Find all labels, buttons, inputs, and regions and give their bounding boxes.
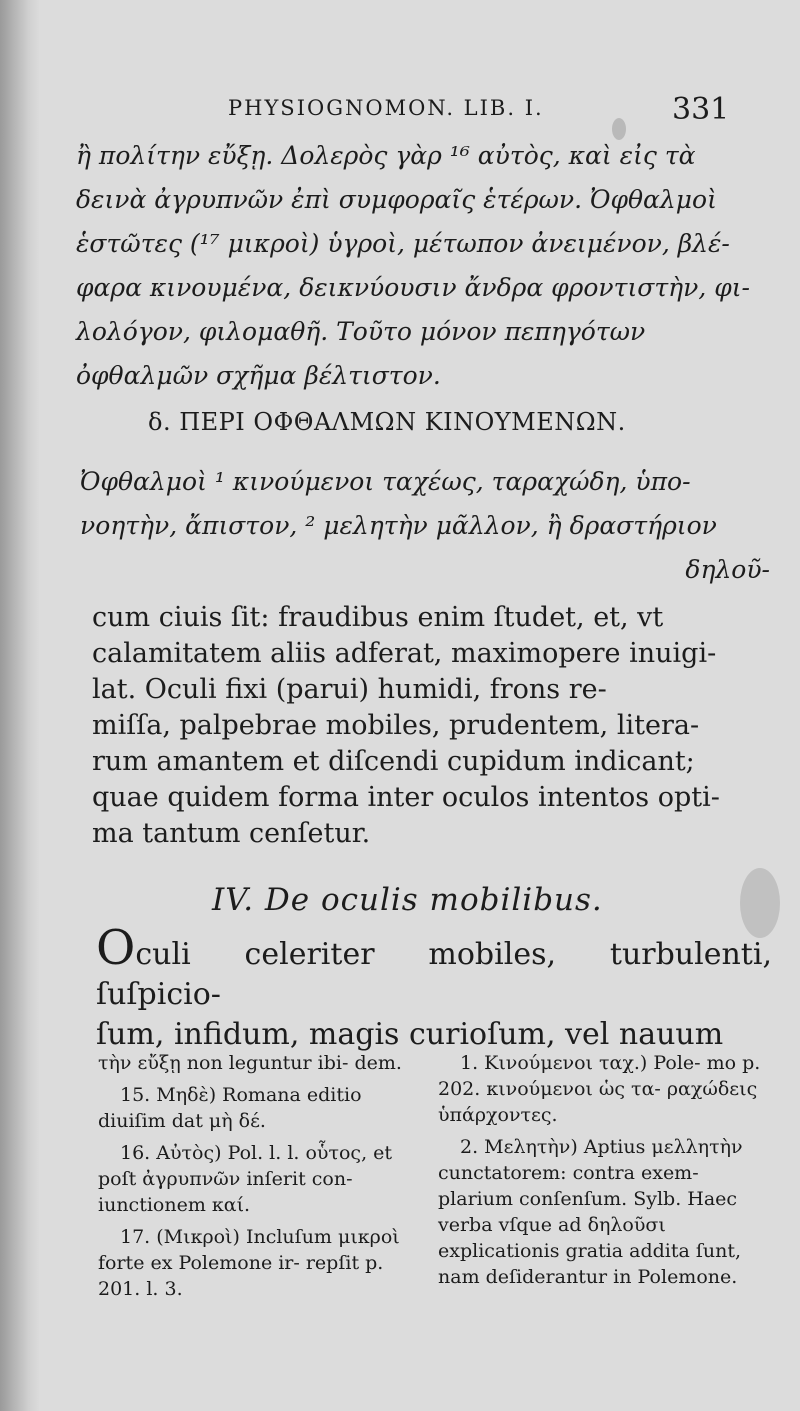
running-title: PHYSIOGNOMON. LIB. I. <box>228 96 544 120</box>
page-number: 331 <box>672 92 730 127</box>
latin-line: cum ciuis ſit: fraudibus enim ſtudet, et, vt <box>92 602 664 633</box>
latin-line <box>96 920 772 1015</box>
footnotes-right-column <box>438 1050 774 1296</box>
greek-text-block-2 <box>80 460 770 592</box>
footnote: 17. (Μικροὶ) Incluſum μικροὶ forte ex Polemone ir- repſit p. 201. l. 3. <box>98 1226 400 1300</box>
latin-line: lat. Oculi fixi (parui) humidi, frons re- <box>92 674 607 705</box>
footnote: 2. Μελητὴν) Aptius μελλητὴν cunctatorem: contra exem- plarium conſenſum. Sylb. Haec verba vſque ad δηλοῦσι explicationis gratia addita ſunt, nam deſiderantur in Polemone. <box>438 1136 743 1288</box>
footnote: 1. Κινούμενοι ταχ.) Pole- mo p. 202. κινούμενοι ὡς τα- ραχώδεις ὑπάρχοντες. <box>438 1052 761 1126</box>
footnote: 15. Μηδὲ) Romana editio diuiſim dat μὴ δέ. <box>98 1084 362 1132</box>
greek-line: ὀφθαλμῶν σχῆμα βέλτιστον. <box>76 361 441 390</box>
latin-line: quae quidem forma inter oculos intentos opti- <box>92 782 720 813</box>
greek-text-block-1 <box>76 134 776 398</box>
greek-line: νοητὴν, ἄπιστον, ² μελητὴν μᾶλλον, ἢ δραστήριον <box>80 511 717 540</box>
footnote: τὴν εὔξῃ non leguntur ibi- dem. <box>98 1052 402 1074</box>
greek-line: δεινὰ ἀγρυπνῶν ἐπὶ συμφοραῖς ἑτέρων. Ὀφθαλμοὶ <box>76 185 717 214</box>
greek-line: λολόγον, φιλομαθῆ. Τοῦτο μόνον πεπηγότων <box>76 317 646 346</box>
drop-cap: O <box>96 920 136 976</box>
page-gutter-shadow <box>0 0 40 1411</box>
latin-line: ſum, infidum, magis curioſum, vel nauum <box>96 1017 724 1052</box>
greek-line: φαρα κινουμένα, δεικνύουσιν ἄνδρα φροντιστὴν, φι- <box>76 273 750 302</box>
page-header <box>0 92 800 132</box>
latin-line: ma tantum cenſetur. <box>92 818 371 849</box>
greek-line: δηλοῦ- <box>685 555 770 584</box>
latin-line: calamitatem aliis adferat, maximopere inuigi- <box>92 638 717 669</box>
footnote: 16. Αὐτὸς) Pol. l. l. οὗτος, et poſt ἀγρυπνῶν inſerit con- iunctionem καί. <box>98 1142 393 1216</box>
latin-text-block-1 <box>92 600 770 852</box>
greek-line: ἑστῶτες (¹⁷ μικροὶ) ὑγροὶ, μέτωπον ἀνειμένον, βλέ- <box>76 229 730 258</box>
latin-line: miſſa, palpebrae mobiles, prudentem, litera- <box>92 710 700 741</box>
greek-line: Ὀφθαλμοὶ ¹ κινούμενοι ταχέως, ταραχώδη, ὑπο- <box>80 467 691 496</box>
latin-line: rum amantem et diſcendi cupidum indicant; <box>92 746 695 777</box>
latin-line-text: culi celeriter mobiles, turbulenti, ſuſpicio- <box>96 937 772 1012</box>
footnotes-left-column <box>98 1050 410 1308</box>
latin-text-block-2 <box>96 920 772 1055</box>
greek-line: ἢ πολίτην εὔξῃ. Δολερὸς γὰρ ¹⁶ αὐτὸς, καὶ εἰς τὰ <box>76 141 696 170</box>
section-heading-greek: δ. ΠΕΡΙ ΟΦΘΑΛΜΩΝ ΚΙΝΟΥΜΕΝΩΝ. <box>148 408 626 436</box>
section-heading-latin: IV. De oculis mobilibus. <box>212 882 603 918</box>
